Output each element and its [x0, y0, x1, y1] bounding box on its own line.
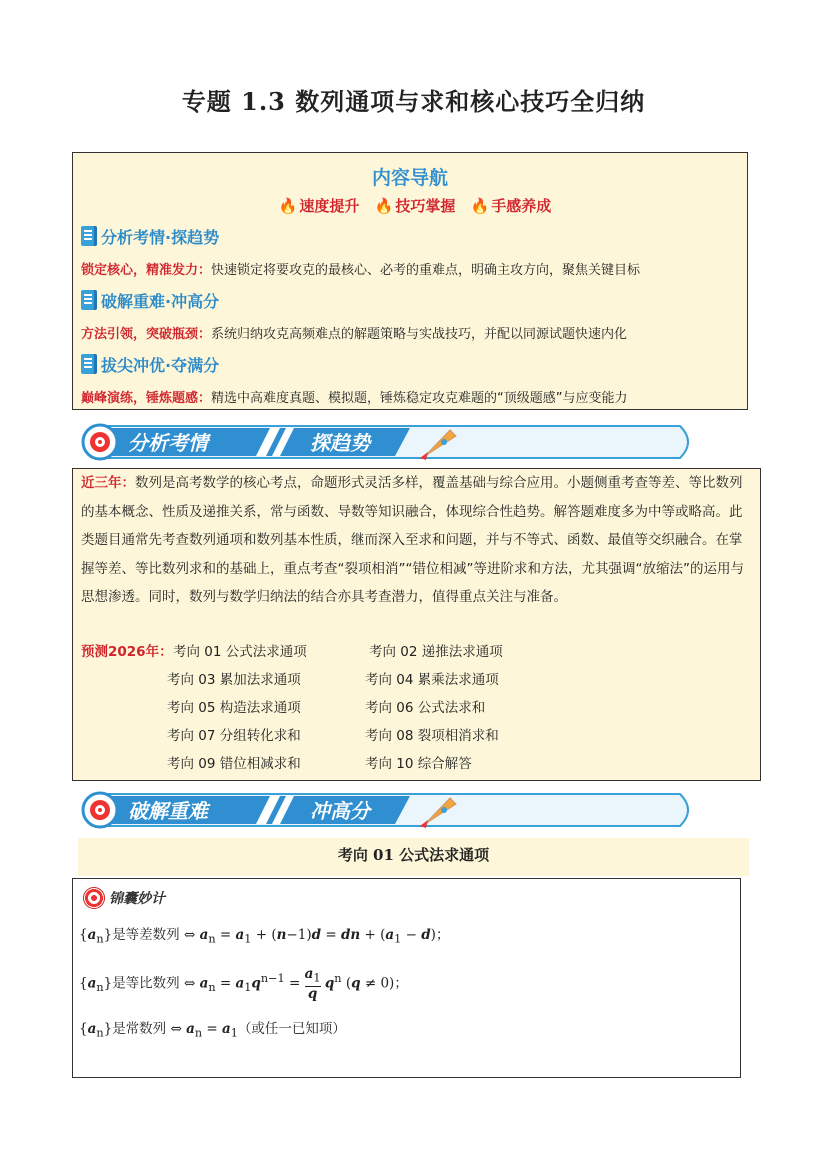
- book-icon: [81, 354, 97, 374]
- banner-right-text: 冲高分: [310, 799, 370, 823]
- nav-tags: [73, 195, 747, 216]
- formula-note: （或任一已知项）: [237, 1021, 346, 1037]
- prediction-item: 考向 09 错位相减求和: [167, 756, 301, 772]
- banner-right-text: 探趋势: [310, 431, 370, 455]
- page-title: 专题 1.3 数列通项与求和核心技巧全归纳: [181, 87, 646, 116]
- nav-key: 锁定核心，精准发力：: [81, 263, 212, 278]
- nav-title: 内容导航: [371, 167, 448, 189]
- flame-icon: 🔥: [278, 197, 298, 215]
- formula-text: 是等差数列: [112, 927, 180, 943]
- banner-left-text: 分析考情: [128, 431, 208, 455]
- section-banner-analysis: [80, 422, 700, 462]
- prediction-item: 考向 07 分组转化求和: [167, 728, 301, 744]
- nav-section-line: [81, 323, 627, 342]
- prediction-item: 考向 10 综合解答: [365, 756, 472, 772]
- prediction-item: 考向 04 累乘法求通项: [365, 672, 499, 688]
- formula-constant: $\{a_n\}$是常数列 ⇔ $a_n = a_1$（或任一已知项）: [79, 1021, 346, 1040]
- nav-section-head: [81, 223, 219, 249]
- analysis-box: [72, 468, 761, 781]
- target-icon: [83, 887, 105, 909]
- book-icon: [81, 226, 97, 246]
- nav-tag: 技巧掌握: [395, 197, 456, 215]
- nav-section-head: [81, 351, 219, 377]
- prediction-item: 考向 05 构造法求通项: [167, 700, 301, 716]
- flame-icon: 🔥: [470, 197, 490, 215]
- nav-section-line: [81, 259, 640, 278]
- formula-text: 是等比数列: [112, 975, 180, 992]
- nav-section-label: 拔尖冲优·夺满分: [101, 355, 220, 375]
- formula-arithmetic: $\{a_n\}$是等差数列 ⇔ $a_n = a_1 + (n-1)d$ = dn + $(a_1 - d)$；: [79, 927, 450, 946]
- nav-desc: 系统归纳攻克高频难点的解题策略与实战技巧，并配以同源试题快速内化: [211, 327, 628, 342]
- prediction-item: 考向 01 公式法求通项: [173, 644, 307, 660]
- content-navigation-box: [72, 152, 748, 410]
- nav-desc: 精选中高难度真题、模拟题，锤炼稳定攻克难题的“顶级题感”与应变能力: [211, 391, 628, 406]
- tips-box: [72, 878, 741, 1078]
- nav-tag: 手感养成: [491, 197, 552, 215]
- formula-geometric: $\{a_n\}$是等比数列 ⇔ $a_n = a_1q^{n-1} = a_1$ q $q^n$ (q ≠ 0)；: [79, 966, 408, 1002]
- prediction-item: 考向 08 裂项相消求和: [365, 728, 499, 744]
- formula-text: 是常数列: [112, 1021, 167, 1037]
- tips-title: [83, 887, 165, 909]
- flame-icon: 🔥: [374, 197, 394, 215]
- prediction-item: 考向 02 递推法求通项: [369, 644, 503, 660]
- section-banner-breakthrough: [80, 790, 700, 830]
- book-icon: [81, 290, 97, 310]
- analysis-label: 近三年：: [81, 475, 135, 491]
- nav-section-head: [81, 287, 219, 313]
- nav-key: 方法引领，突破瓶颈：: [81, 327, 212, 342]
- nav-section-label: 破解重难·冲高分: [101, 291, 220, 311]
- nav-key: 巅峰演练，锤炼题感：: [81, 391, 212, 406]
- nav-section-line: [81, 387, 628, 406]
- nav-desc: 快速锁定将要攻克的最核心、必考的重难点，明确主攻方向，聚焦关键目标: [211, 263, 641, 278]
- topic-heading: 考向 01 公式法求通项: [78, 838, 749, 876]
- prediction-label: 预测2026年：: [81, 644, 173, 660]
- nav-section-label: 分析考情·探趋势: [101, 227, 220, 247]
- nav-tag: 速度提升: [299, 197, 360, 215]
- analysis-paragraph: [81, 469, 753, 612]
- analysis-text: 数列是高考数学的核心考点，命题形式灵活多样，覆盖基础与综合应用。小题侧重考查等差、等比数列的基本概念、性质及递推关系，常与函数、导数等知识融合，体现综合性趋势。解答题难度多为中等或略高。此类题目通常先考查数列通项和数列基本性质，继而深入至求和问题，并与不等式、函数、最值等交织融合。在掌握等差、等比数列求和的基础上，重点考查“裂项相消”“错位相减”等进阶求和方法，尤其强调“放缩法”的运用与思想渗透。同时，数列与数学归纳法的结合亦具考查潜力，值得重点关注与准备。: [81, 475, 744, 605]
- prediction-item: 考向 06 公式法求和: [365, 700, 486, 716]
- banner-left-text: 破解重难: [128, 799, 208, 823]
- prediction-item: 考向 03 累加法求通项: [167, 672, 301, 688]
- tips-label: 锦囊妙计: [109, 891, 165, 907]
